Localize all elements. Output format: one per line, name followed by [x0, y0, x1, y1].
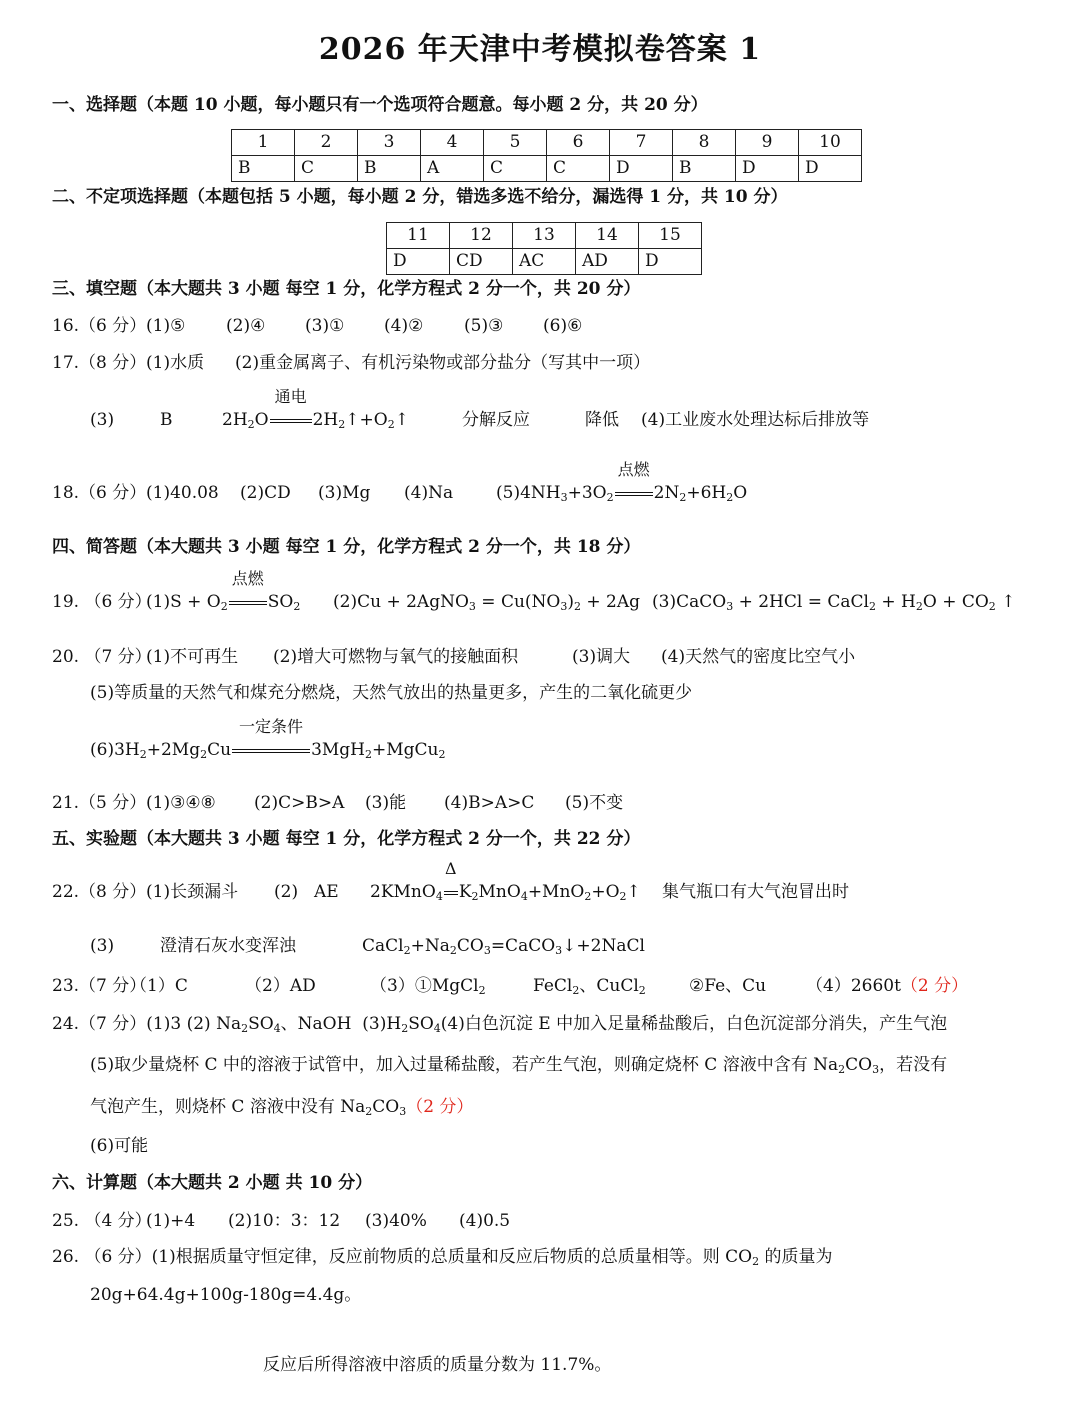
formula-sub: 2	[293, 600, 301, 613]
formula-text: +2Mg	[146, 740, 201, 760]
formula-text: +MgCu	[372, 740, 439, 760]
part-label: (2)	[333, 592, 358, 612]
table-cell: 7	[610, 130, 673, 156]
formula-text: )	[567, 592, 574, 612]
reaction-condition	[614, 460, 654, 504]
formula-text: Na	[813, 1055, 839, 1075]
formula-text: SO	[267, 592, 294, 612]
q21-part: (4)B>A>C	[444, 793, 535, 813]
formula-sub: 2	[838, 1063, 846, 1076]
formula-text: 2N	[653, 483, 680, 503]
q21-part: (5)不变	[565, 793, 624, 813]
page-title: 2026 年天津中考模拟卷答案 1	[318, 32, 762, 67]
table-cell: AC	[513, 249, 576, 275]
formula-text: =CaCO	[490, 936, 556, 956]
double-line-icon	[615, 492, 653, 496]
formula-sub: 2	[619, 890, 627, 903]
q24-line-1	[52, 1013, 947, 1035]
q20-part-4: (4)天然气的密度比空气小	[661, 647, 856, 667]
table-cell: C	[295, 156, 358, 182]
q19-label: 19. （6 分）	[52, 592, 152, 612]
condition-text: 点燃	[231, 569, 264, 588]
formula-sub: 4	[433, 1022, 441, 1035]
formula-sub: 3	[560, 600, 568, 613]
q25-part: (1)+4	[146, 1211, 196, 1231]
q22-part-1: (1)长颈漏斗	[146, 882, 239, 902]
q26-line-1	[52, 1246, 833, 1268]
condition-text: 通电	[274, 387, 307, 406]
q20-part-3: (3)调大	[572, 647, 631, 667]
formula-text: SO	[248, 1014, 274, 1034]
table-cell: C	[484, 156, 547, 182]
q16-part: (6)⑥	[543, 316, 583, 336]
q17-part-3: (3)	[90, 410, 115, 430]
table-cell: D	[610, 156, 673, 182]
q17-label: 17.（8 分）	[52, 353, 147, 373]
section-heading-2: 二、不定项选择题（本题包括 5 小题，每小题 2 分，错选多选不给分，漏选得 1 分，共 10 分）	[52, 187, 788, 207]
formula-sub: 3	[726, 600, 734, 613]
q20-part-1: (1)不可再生	[146, 647, 239, 667]
formula-text: CaCl	[362, 936, 404, 956]
table-cell: CD	[450, 249, 513, 275]
table-cell: D	[736, 156, 799, 182]
table-cell: A	[421, 156, 484, 182]
q23-part-4	[806, 975, 968, 997]
formula-text: 2H	[222, 410, 248, 430]
formula-text: +3O	[567, 483, 607, 503]
formula-text: CO	[456, 936, 484, 956]
q16-part: (5)③	[464, 316, 504, 336]
q24-line-2	[90, 1054, 947, 1076]
formula-text: SO	[408, 1014, 434, 1034]
q20-part-2: (2)增大可燃物与氧气的接触面积	[273, 647, 519, 667]
q26-line-2: 20g+64.4g+100g-180g=4.4g。	[90, 1285, 362, 1305]
condition-text: 一定条件	[239, 717, 304, 736]
formula-text: S + O	[170, 592, 221, 612]
answer-table-2	[386, 222, 702, 275]
table-cell: B	[673, 156, 736, 182]
formula-text: +O	[591, 882, 620, 902]
formula-sub: 4	[435, 890, 443, 903]
q16-part: (2)④	[226, 316, 266, 336]
formula-text: 2H	[312, 410, 339, 430]
formula-sub: 2	[365, 1105, 373, 1118]
formula-sub: 3	[399, 1105, 407, 1118]
q18-part: (2)CD	[240, 483, 291, 503]
table-cell: 4	[421, 130, 484, 156]
q24-line-3	[90, 1096, 473, 1118]
q18-label: 18.（6 分）	[52, 483, 147, 503]
q20-part-5: (5)等质量的天然气和煤充分燃烧，天然气放出的热量更多，产生的二氧化硫更少	[90, 683, 693, 703]
formula-sub: 2	[638, 984, 646, 997]
formula-text: +MnO	[527, 882, 585, 902]
formula-sub: 2	[247, 418, 255, 431]
formula-text: (NO	[524, 592, 561, 612]
q17-equation	[222, 387, 409, 431]
condition-text: 点燃	[617, 460, 650, 479]
formula-text: ↑+O	[345, 410, 388, 430]
q24-label: 24.（7 分）	[52, 1014, 147, 1034]
table-cell: 14	[576, 223, 639, 249]
section-heading-4: 四、简答题（本大题共 3 小题 每空 1 分，化学方程式 2 分一个，共 18 分）	[52, 537, 641, 557]
q26-conclusion: 反应后所得溶液中溶质的质量分数为 11.7%。	[263, 1355, 612, 1375]
formula-sub: 2	[365, 748, 372, 761]
double-line-icon	[229, 601, 267, 605]
formula-sub: 2	[220, 600, 228, 613]
q22-label: 22.（8 分）	[52, 882, 147, 902]
part-text: (4)白色沉淀 E 中加入足量稀盐酸后，白色沉淀部分消失，产生气泡	[440, 1014, 948, 1034]
formula-text: ↑	[394, 410, 409, 430]
table-cell: D	[639, 249, 702, 275]
formula-text: Na	[340, 1097, 366, 1117]
q17-part-1: (1)水质	[146, 353, 205, 373]
formula-text: CaCO	[676, 592, 727, 612]
section-heading-1: 一、选择题（本题 10 小题，每小题只有一个选项符合题意。每小题 2 分，共 20 分）	[52, 95, 708, 115]
formula-sub: 2	[584, 890, 592, 903]
formula-sub: 2	[752, 1255, 760, 1268]
part-text: 气泡产生，则烧杯 C 溶液中没有	[90, 1097, 335, 1117]
formula-text: O + CO	[922, 592, 989, 612]
formula-sub: 2	[679, 491, 687, 504]
formula-text: + 2Ag	[581, 592, 641, 612]
table-cell: 15	[639, 223, 702, 249]
q23-part-3d: ②Fe、Cu	[689, 976, 767, 996]
table-row	[387, 249, 702, 275]
answer-text: （4）2660t	[806, 976, 901, 996]
section-heading-3: 三、填空题（本大题共 3 小题 每空 1 分，化学方程式 2 分一个，共 20 分）	[52, 279, 641, 299]
formula-text: O	[254, 410, 269, 430]
formula-sub: 3	[560, 491, 568, 504]
double-line-icon	[232, 749, 310, 753]
formula-text: （3）①MgCl	[370, 976, 479, 996]
q18-equation	[496, 460, 748, 504]
formula-sub: 2	[438, 748, 446, 761]
score-note: （2 分）	[406, 1097, 474, 1117]
q19-equation-1	[146, 569, 301, 613]
formula-text: CO	[845, 1055, 873, 1075]
q20-label: 20. （7 分）	[52, 647, 152, 667]
table-cell: 5	[484, 130, 547, 156]
table-cell: 2	[295, 130, 358, 156]
table-cell: AD	[576, 249, 639, 275]
formula-sub: 2	[726, 491, 734, 504]
formula-text: + 2HCl = CaCl	[733, 592, 869, 612]
q16-part: (1)⑤	[146, 316, 186, 336]
formula-text: ↑	[626, 882, 641, 902]
table-row	[232, 130, 862, 156]
table-cell: D	[799, 156, 862, 182]
table-cell: 10	[799, 130, 862, 156]
table-row	[387, 223, 702, 249]
part-text: (1)3	[146, 1014, 182, 1034]
formula-sub: 3	[483, 944, 491, 957]
formula-sub: 4	[273, 1022, 281, 1035]
reaction-condition	[231, 717, 311, 761]
q17-part-3-answer: B	[160, 410, 173, 430]
q23-part-3	[370, 975, 486, 997]
formula-text: 3MgH	[311, 740, 365, 760]
table-cell: C	[547, 156, 610, 182]
formula-sub: 2	[401, 1022, 409, 1035]
q23-part-1: （1）C	[130, 976, 188, 996]
formula-text: 、NaOH	[280, 1014, 352, 1034]
q18-part: (3)Mg	[318, 483, 371, 503]
q16-label: 16.（6 分）	[52, 316, 147, 336]
formula-text: (6)3H	[90, 740, 140, 760]
q25-part: (4)0.5	[459, 1211, 511, 1231]
q22-equation-2	[362, 935, 645, 957]
q19-equation-3	[652, 591, 1015, 613]
formula-text: (2) Na	[186, 1014, 242, 1034]
q26-label: 26. （6 分）	[52, 1247, 152, 1267]
q21-part: (2)C>B>A	[254, 793, 345, 813]
q17-reaction-type: 分解反应	[462, 410, 530, 430]
formula-text: CO	[372, 1097, 400, 1117]
formula-sub: 4	[520, 890, 528, 903]
q22-gas-collect: 集气瓶口有大气泡冒出时	[662, 882, 849, 902]
reaction-condition	[443, 859, 459, 903]
formula-text: MnO	[478, 882, 521, 902]
q25-part: (2)10：3：12	[228, 1211, 341, 1231]
formula-sub: 2	[241, 1022, 249, 1035]
table-cell: 11	[387, 223, 450, 249]
part-text: (1)根据质量守恒定律，反应前物质的总质量和反应后物质的总质量相等。则 CO	[151, 1247, 753, 1267]
formula-text: 、CuCl	[579, 976, 639, 996]
formula-text: ↑	[995, 592, 1016, 612]
q23-part-2: （2）AD	[245, 976, 316, 996]
formula-text: Cu	[207, 740, 232, 760]
part-text: (5)取少量烧杯 C 中的溶液于试管中，加入过量稀盐酸，若产生气泡，则确定烧杯 C 溶液中含有	[90, 1055, 808, 1075]
q20-part-6	[90, 717, 446, 761]
formula-text: 2KMnO	[370, 882, 436, 902]
formula-text: K	[458, 882, 472, 902]
q21-label: 21.（5 分）	[52, 793, 147, 813]
part-label: (3)	[362, 1014, 387, 1034]
q22-equation-1	[370, 859, 641, 903]
double-line-icon	[270, 419, 312, 423]
q21-part: (1)③④⑧	[146, 793, 216, 813]
reaction-condition	[269, 387, 313, 431]
formula-sub: 2	[338, 418, 346, 431]
formula-text: + H	[875, 592, 916, 612]
q22-part-2: (2)	[274, 882, 299, 902]
formula-sub: 2	[471, 890, 479, 903]
q18-part: (1)40.08	[146, 483, 219, 503]
q21-part: (3)能	[365, 793, 407, 813]
q17-part-2: (2)重金属离子、有机污染物或部分盐分（写其中一项）	[235, 353, 651, 373]
score-note: （2 分）	[900, 976, 969, 996]
q25-label: 25. （4 分）	[52, 1211, 152, 1231]
formula-sub: 2	[139, 748, 147, 761]
table-cell: 1	[232, 130, 295, 156]
formula-text: +6H	[686, 483, 727, 503]
q18-part: (4)Na	[404, 483, 454, 503]
formula-text: = Cu	[475, 592, 525, 612]
formula-sub: 2	[572, 984, 580, 997]
q23-part-3b	[533, 975, 646, 997]
formula-sub: 2	[200, 748, 208, 761]
formula-text: ↓+2NaCl	[562, 936, 645, 956]
table-cell: 8	[673, 130, 736, 156]
formula-sub: 2	[449, 944, 457, 957]
q17-part-4: (4)工业废水处理达标后排放等	[641, 410, 870, 430]
q22-part-3: (3)	[90, 936, 115, 956]
formula-sub: 2	[868, 600, 876, 613]
formula-text: O	[733, 483, 748, 503]
formula-sub: 2	[606, 491, 614, 504]
table-row	[232, 156, 862, 182]
table-cell: 12	[450, 223, 513, 249]
formula-sub: 3	[872, 1063, 880, 1076]
table-cell: 13	[513, 223, 576, 249]
formula-text: 4NH	[520, 483, 561, 503]
part-text: ，若没有	[879, 1055, 948, 1075]
table-cell: 9	[736, 130, 799, 156]
formula-sub: 2	[387, 418, 395, 431]
reaction-condition	[228, 569, 268, 613]
q16-part: (3)①	[305, 316, 345, 336]
section-heading-6: 六、计算题（本大题共 2 小题 共 10 分）	[52, 1173, 373, 1193]
part-label: (1)	[146, 592, 171, 612]
q19-equation-2	[333, 591, 640, 613]
part-label: (5)	[496, 483, 521, 503]
formula-sub: 3	[468, 600, 476, 613]
formula-sub: 2	[988, 600, 996, 613]
q17-change: 降低	[585, 410, 619, 430]
part-text: 的质量为	[764, 1247, 833, 1267]
formula-sub: 2	[574, 600, 581, 613]
formula-text: H	[386, 1014, 402, 1034]
q22-part-3-answer: 澄清石灰水变浑浊	[160, 936, 296, 956]
formula-sub: 2	[915, 600, 923, 613]
condition-text: Δ	[445, 859, 457, 878]
part-label: (3)	[652, 592, 677, 612]
q25-part: (3)40%	[365, 1211, 427, 1231]
table-cell: 3	[358, 130, 421, 156]
formula-text: Cu + 2AgNO	[357, 592, 469, 612]
section-heading-5: 五、实验题（本大题共 3 小题 每空 1 分，化学方程式 2 分一个，共 22 分）	[52, 829, 641, 849]
formula-sub: 2	[478, 984, 486, 997]
answer-table-1	[231, 129, 862, 182]
table-cell: B	[358, 156, 421, 182]
formula-text: +Na	[410, 936, 450, 956]
formula-sub: 2	[403, 944, 411, 957]
q16-part: (4)②	[384, 316, 424, 336]
formula-sub: 3	[555, 944, 563, 957]
formula-text: FeCl	[533, 976, 573, 996]
table-cell: 6	[547, 130, 610, 156]
double-line-icon	[444, 891, 458, 895]
table-cell: B	[232, 156, 295, 182]
table-cell: D	[387, 249, 450, 275]
q23-label: 23.（7 分）	[52, 976, 147, 996]
q24-part-6: (6)可能	[90, 1136, 149, 1156]
q22-part-2-answer: AE	[314, 882, 339, 902]
